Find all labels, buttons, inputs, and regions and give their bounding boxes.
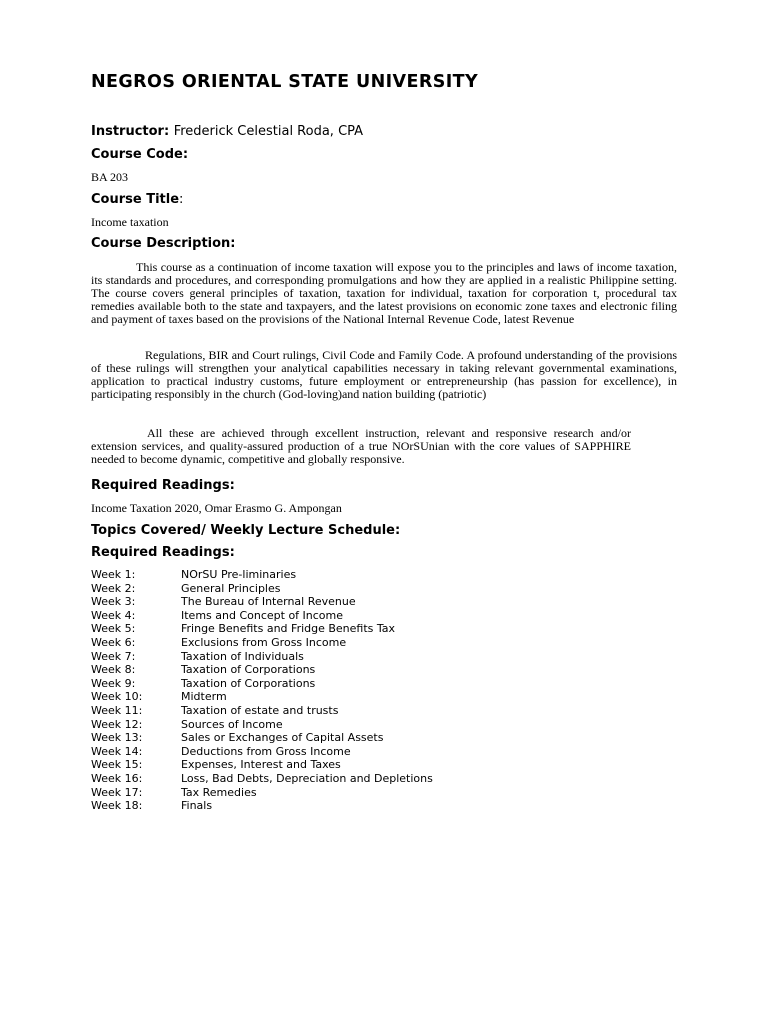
week-label: Week 18: — [91, 799, 143, 813]
week-topic: General Principles — [181, 581, 281, 595]
week-label: Week 4: — [91, 608, 136, 622]
university-title: NEGROS ORIENTAL STATE UNIVERSITY — [91, 72, 479, 92]
week-topic: Exclusions from Gross Income — [181, 635, 347, 649]
week-topic: Taxation of Corporations — [181, 676, 316, 690]
schedule-row — [91, 636, 433, 650]
week-topic: Loss, Bad Debts, Depreciation and Depletions — [181, 771, 433, 785]
schedule-row — [91, 582, 433, 596]
required-readings-value: Income Taxation 2020, Omar Erasmo G. Ampongan — [91, 501, 342, 515]
description-paragraph-2: Regulations, BIR and Court rulings, Civil Code and Family Code. A profound understanding of the provisions of these rulings will strengthen your analytical capabilities necessary in taking relevant governmental examinations, application to practical industry customs, future employment or entrepreneurship (has passion for excellence), in participating responsibly in the church (God-loving)and nation building (patriotic) — [91, 348, 677, 401]
course-title-value: Income taxation — [91, 215, 169, 229]
schedule-row — [91, 704, 433, 718]
week-topic: The Bureau of Internal Revenue — [181, 595, 356, 609]
schedule-row — [91, 568, 433, 582]
week-label: Week 9: — [91, 676, 136, 690]
week-topic: Deductions from Gross Income — [181, 744, 351, 758]
week-label: Week 7: — [91, 649, 136, 663]
topics-heading: Topics Covered/ Weekly Lecture Schedule: — [91, 523, 401, 538]
week-label: Week 3: — [91, 595, 136, 609]
schedule-row — [91, 799, 433, 813]
instructor-label: Instructor: — [91, 124, 170, 139]
schedule-row — [91, 758, 433, 772]
week-label: Week 5: — [91, 622, 136, 636]
schedule-row — [91, 690, 433, 704]
instructor-line — [91, 124, 363, 139]
week-topic: Expenses, Interest and Taxes — [181, 758, 341, 772]
week-topic: Tax Remedies — [181, 785, 257, 799]
week-topic: Finals — [181, 799, 213, 813]
schedule-row — [91, 677, 433, 691]
week-label: Week 17: — [91, 785, 143, 799]
schedule-row — [91, 609, 433, 623]
schedule-row — [91, 650, 433, 664]
course-title-line — [91, 192, 183, 207]
week-topic: Taxation of Corporations — [181, 663, 316, 677]
weekly-schedule — [91, 568, 433, 813]
week-label: Week 13: — [91, 731, 143, 745]
week-topic: Fringe Benefits and Fridge Benefits Tax — [181, 622, 396, 636]
week-topic: Sources of Income — [181, 717, 283, 731]
course-title-label: Course Title — [91, 192, 180, 207]
week-topic: NOrSU Pre-liminaries — [181, 568, 297, 581]
required-readings-label-2: Required Readings: — [91, 545, 235, 560]
week-label: Week 11: — [91, 703, 143, 717]
week-label: Week 15: — [91, 758, 143, 772]
week-topic: Midterm — [181, 690, 227, 704]
schedule-row — [91, 731, 433, 745]
schedule-row — [91, 786, 433, 800]
week-label: Week 10: — [91, 690, 143, 704]
course-description-label: Course Description: — [91, 236, 236, 251]
week-label: Week 16: — [91, 771, 143, 785]
course-code-label: Course Code: — [91, 147, 189, 162]
week-label: Week 1: — [91, 568, 136, 581]
schedule-row — [91, 718, 433, 732]
instructor-name: Frederick Celestial Roda, CPA — [173, 124, 364, 139]
schedule-row — [91, 772, 433, 786]
week-label: Week 12: — [91, 717, 143, 731]
week-topic: Sales or Exchanges of Capital Assets — [181, 731, 384, 745]
week-topic: Taxation of estate and trusts — [181, 703, 339, 717]
schedule-row — [91, 622, 433, 636]
schedule-row — [91, 663, 433, 677]
week-label: Week 14: — [91, 744, 143, 758]
week-topic: Taxation of Individuals — [181, 649, 304, 663]
week-label: Week 8: — [91, 663, 136, 677]
week-topic: Items and Concept of Income — [181, 608, 344, 622]
week-label: Week 2: — [91, 581, 136, 595]
course-code-value: BA 203 — [91, 170, 129, 184]
schedule-row — [91, 595, 433, 609]
description-paragraph-1: This course as a continuation of income taxation will expose you to the principles and laws of income taxation, its standards and procedures, and corresponding promulgations and how they are applied in a realistic Philippine setting. The course covers general principles of taxation, taxation for individual, taxation for corporation t, procedural tax remedies available both to the state and taxpayers, and the latest provisions on economic zone taxes and electronic filing and payment of taxes based on the provisions of the National Internal Revenue Code, latest Revenue — [91, 260, 677, 326]
description-paragraph-3: All these are achieved through excellent instruction, relevant and responsive research and/or extension services, and quality-assured production of a true NOrSUnian with the core values of SAPPHIRE needed to become dynamic, competitive and globally responsive. — [91, 426, 631, 466]
required-readings-label: Required Readings: — [91, 478, 235, 493]
schedule-row — [91, 745, 433, 759]
course-title-colon: : — [179, 192, 184, 207]
week-label: Week 6: — [91, 635, 136, 649]
